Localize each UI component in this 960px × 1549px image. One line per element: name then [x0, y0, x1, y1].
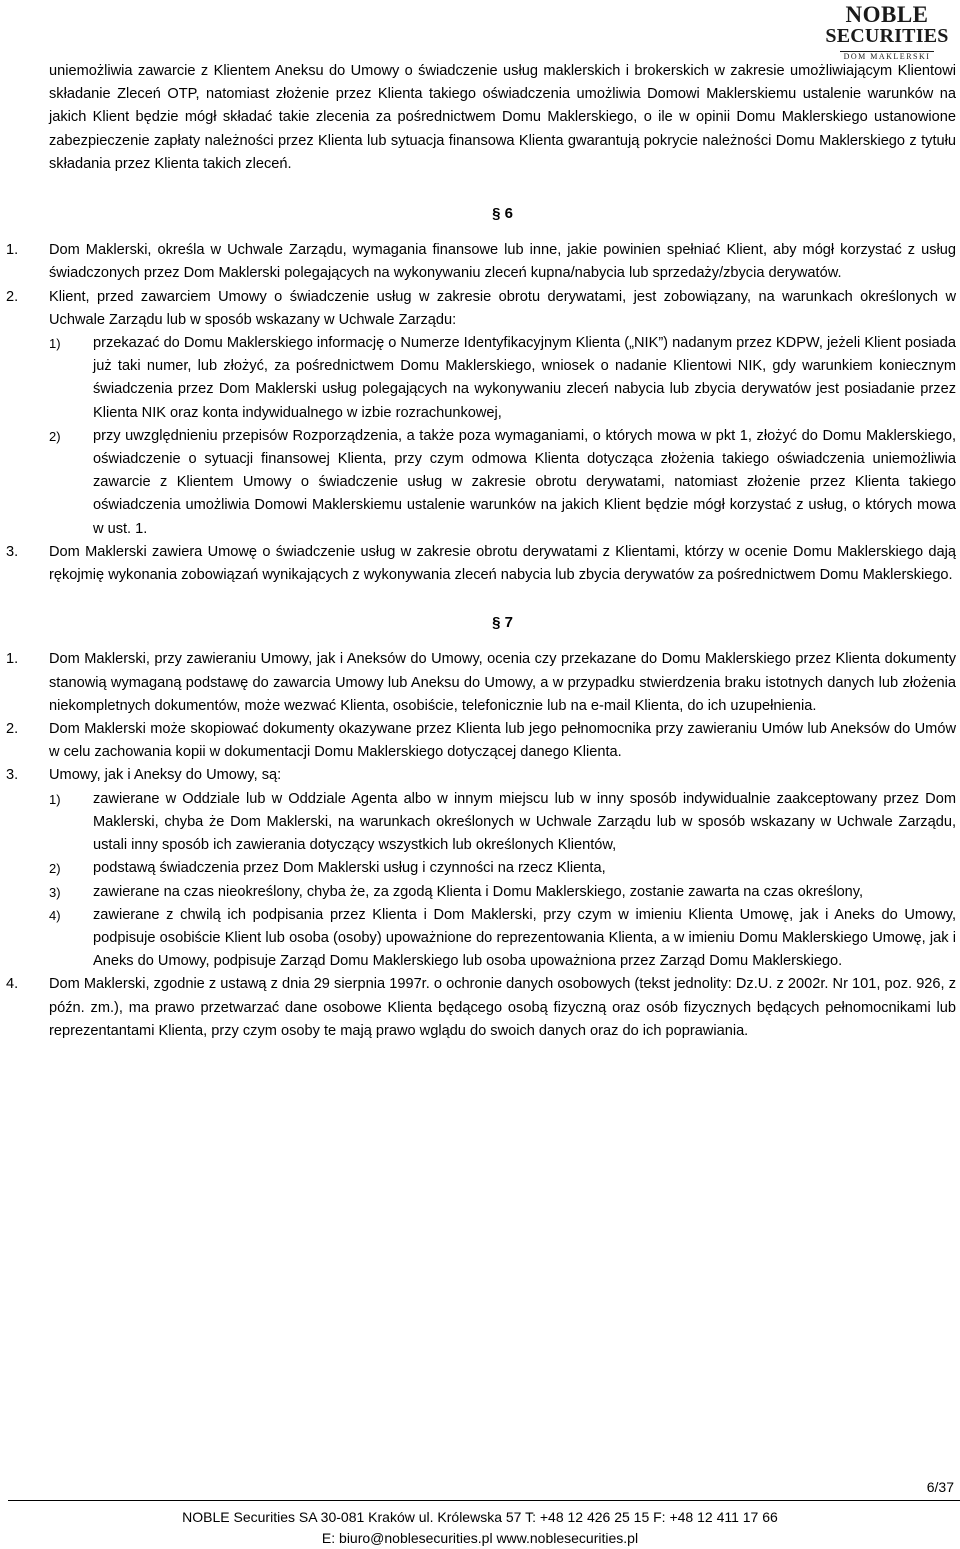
section-6-heading: § 6	[492, 205, 513, 223]
section-6-item-1	[6, 239, 956, 285]
item-number: 2.	[6, 721, 19, 738]
item-text: Klient, przed zawarciem Umowy o świadczenie usług w zakresie obrotu derywatami, jest zobowiązany, na warunkach określonych w Uchwale Zarządu lub w sposób wskazany w Uchwale Zarządu:	[49, 288, 956, 328]
item-number: 2.	[6, 288, 19, 305]
sub-item-text: zawierane z chwilą ich podpisania przez Klienta i Dom Maklerski, przy czym w imieniu Klienta Umowę, jak i Aneks do Umowy, podpisuje osobiście Klient lub osoba (osoby) upoważnione do reprezentowania Klienta, a w imieniu Domu Maklerskiego Umowę, jak i Aneks do Umowy, podpisuje Zarząd Domu Maklerskiego lub osoba upoważniona przez Zarząd Domu Maklerskiego.	[93, 906, 956, 970]
item-text: Dom Maklerski, zgodnie z ustawą z dnia 29 sierpnia 1997r. o ochronie danych osobowych (tekst jednolity: Dz.U. z 2002r. Nr 101, poz. 926, z późn. zm.), ma prawo przetwarzać dane osobowe Klienta będącego osobą fizyczną oraz osób fizycznych będących pełnomocnikami lub reprezentantami Klienta, przy czym osoby te mają prawo wglądu do swoich danych oraz do ich poprawiania.	[49, 976, 956, 1039]
section-6-item-3	[6, 541, 956, 587]
footer-contact: E: biuro@noblesecurities.pl www.noblesecurities.pl	[321, 1530, 639, 1546]
intro-paragraph: uniemożliwia zawarcie z Klientem Aneksu do Umowy o świadczenie usług maklerskich i brokerskich w zakresie umożliwiającym Klientowi składanie Zleceń OTP, natomiast złożenie przez Klienta takiego oświadczenia umożliwia Domowi Maklerskiemu ustalenie warunków na jakich Klient będzie mógł składać takie zlecenia za pośrednictwem Domu Maklerskiego, o ile w opinii Domu Maklerskiego ustanowione zabezpieczenie zapłaty należności przez Klienta lub sytuacja finansowa Klienta gwarantują pokrycie należności Domu Maklerskiego z tytułu składania przez Klienta takich zleceń.	[49, 63, 956, 172]
section-6-list	[6, 239, 956, 587]
sub-item	[49, 788, 956, 858]
item-number: 1.	[6, 651, 19, 668]
item-number: 3.	[6, 767, 19, 784]
sub-item-number: 1)	[49, 791, 61, 807]
sub-item	[49, 332, 956, 425]
section-6-item-2-sublist	[49, 332, 956, 541]
logo-noble: NOBLE	[845, 2, 929, 27]
item-text: Dom Maklerski, przy zawieraniu Umowy, jak i Aneksów do Umowy, ocenia czy przekazane do Domu Maklerskiego przez Klienta dokumenty stanowią wymaganą podstawę do zawarcia Umowy lub Aneksu do Umowy, a w przypadku stwierdzenia braku istotnych danych lub złożenia niekompletnych dokumentów, może wezwać Klienta, osobiście, telefonicznie lub na e-mail Klienta, do ich uzupełnienia.	[49, 651, 956, 714]
sub-item-number: 3)	[49, 884, 61, 900]
sub-item-text: podstawą świadczenia przez Dom Maklerski usług i czynności na rzecz Klienta,	[93, 860, 606, 877]
sub-item-text: zawierane na czas nieokreślony, chyba że, za zgodą Klienta i Domu Maklerskiego, zostanie zawarta na czas określony,	[93, 883, 864, 900]
section-7-list	[6, 648, 956, 1042]
page-number: 6/37	[926, 1479, 954, 1495]
section-7-item-3-sublist	[49, 788, 956, 974]
document-body	[6, 60, 956, 1043]
section-7-item-1	[6, 648, 956, 718]
sub-item-number: 2)	[49, 428, 61, 444]
footer-divider	[8, 1500, 960, 1501]
footer-address: NOBLE Securities SA 30-081 Kraków ul. Królewska 57 T: +48 12 426 25 15 F: +48 12 411 17 66	[182, 1509, 778, 1525]
section-7-item-2	[6, 718, 956, 764]
item-text: Dom Maklerski, określa w Uchwale Zarządu, wymagania finansowe lub inne, jakie powinien spełniać Klient, aby mógł korzystać z usług świadczonych przez Dom Maklerski polegających na wykonywaniu zleceń kupna/nabycia lub sprzedaży/zbycia derywatów.	[49, 242, 956, 282]
item-number: 3.	[6, 543, 19, 560]
sub-item-text: zawierane w Oddziale lub w Oddziale Agenta albo w innym miejscu lub w inny sposób indywidualnie zaakceptowany przez Dom Maklerski, chyba że Dom Maklerski, na warunkach określonych w Uchwale Zarządu lub w sposób wskazany w Uchwale Zarządu, ustali inny sposób ich zawierania dotyczący wszystkich lub określonych Klientów,	[93, 790, 956, 854]
section-7-item-4	[6, 973, 956, 1043]
logo-securities: SECURITIES	[825, 25, 949, 47]
sub-item	[49, 857, 956, 880]
sub-item	[49, 904, 956, 974]
item-text: Dom Maklerski może skopiować dokumenty okazywane przez Klienta lub jego pełnomocnika przy zawieraniu Umów lub Aneksów do Umów w celu zachowania kopii w dokumentacji Domu Maklerskiego dotyczącej danego Klienta.	[49, 721, 956, 761]
item-text: Dom Maklerski zawiera Umowę o świadczenie usług w zakresie obrotu derywatami z Klientami, którzy w ocenie Domu Maklerskiego dają rękojmię wykonania zobowiązań wynikających z wykonywania zleceń nabycia lub zbycia derywatów za pośrednictwem Domu Maklerskiego.	[49, 543, 956, 584]
sub-item-text: przekazać do Domu Maklerskiego informację o Numerze Identyfikacyjnym Klienta („NIK”) nadanym przez KDPW, jeżeli Klient posiada już taki numer, lub złożyć, za pośrednictwem Domu Maklerskiego, wniosek o nadanie Klientowi NIK, gdy warunkiem koniecznym świadczenia przez Dom Maklerski usług polegających na wykonywaniu zleceń nabycia lub zbycia derywatów jest posiadanie przez Klienta NIK oraz konta indywidualnego w izbie rozrachunkowej,	[93, 335, 956, 421]
section-7-heading: § 7	[492, 614, 513, 632]
sub-item	[49, 881, 956, 904]
sub-item-number: 4)	[49, 907, 61, 923]
noble-securities-logo	[822, 4, 952, 64]
item-number: 1.	[6, 242, 19, 259]
item-text: Umowy, jak i Aneksy do Umowy, są:	[49, 767, 282, 784]
section-6-item-2	[6, 286, 956, 541]
sub-item	[49, 425, 956, 541]
section-7-item-3	[6, 764, 956, 973]
logo-dom-maklerski: DOM MAKLERSKI	[840, 51, 935, 61]
sub-item-text: przy uwzględnieniu przepisów Rozporządzenia, a także poza wymaganiami, o których mowa w pkt 1, złożyć do Domu Maklerskiego, oświadczenie o sytuacji finansowej Klienta, przy czym odmowa Klienta dotycząca złożenia takiego oświadczenia uniemożliwia zawarcie z Klientem Umowy o świadczenie usług w zakresie obrotu derywatami, natomiast złożenie przez Klienta takiego oświadczenia umożliwia Domowi Maklerskiemu ustalenie warunków na jakich Klient będzie mógł korzystać z usług, o których mowa w ust. 1.	[93, 427, 956, 537]
sub-item-number: 1)	[49, 336, 61, 352]
sub-item-number: 2)	[49, 861, 61, 877]
item-number: 4.	[6, 976, 19, 993]
